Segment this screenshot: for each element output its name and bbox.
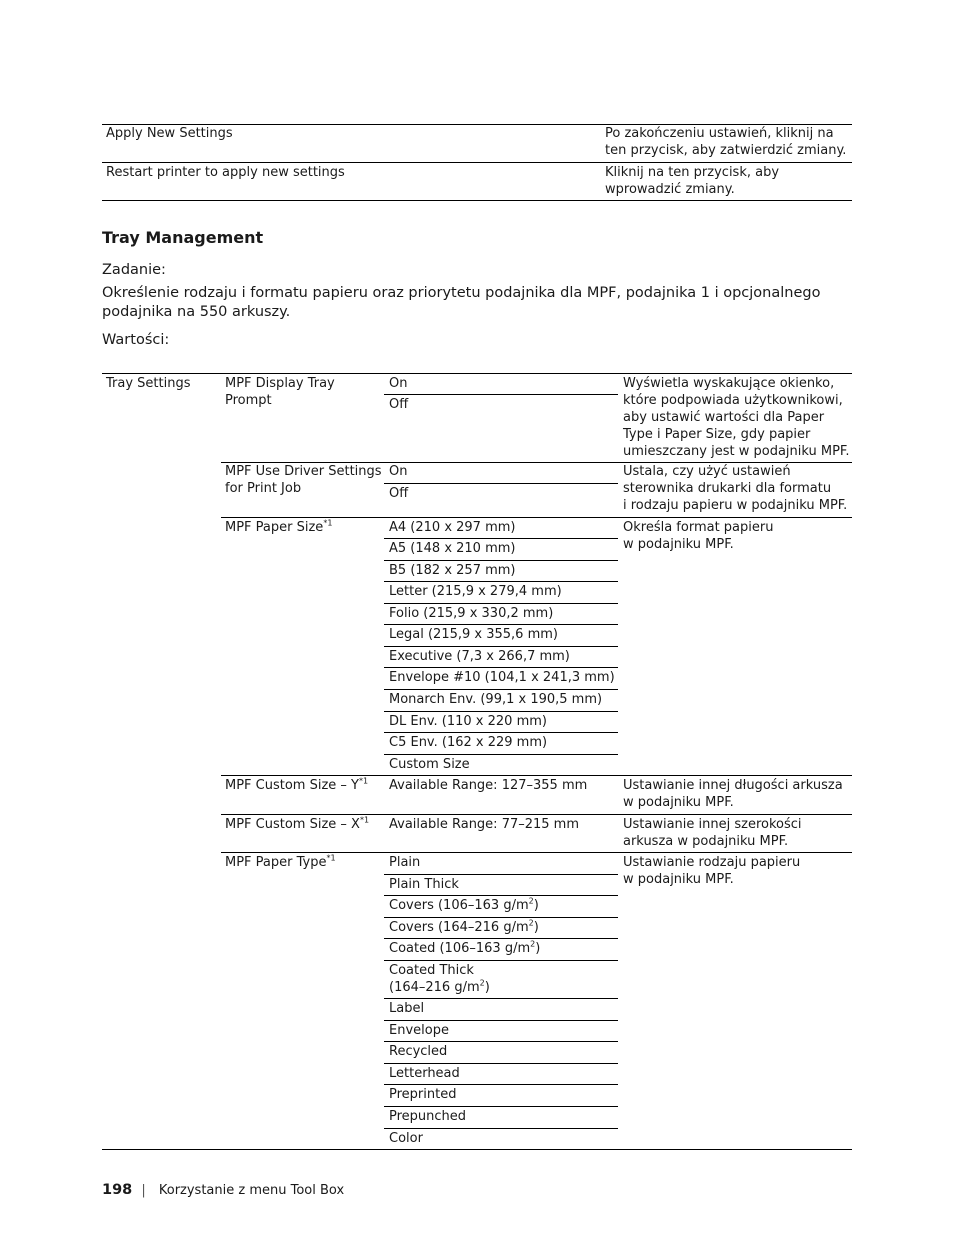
setting-name: MPF Paper Type$^{*1}$	[225, 853, 336, 870]
value-rule	[384, 711, 618, 712]
setting-value: Folio (215,9 x 330,2 mm)	[389, 606, 554, 621]
category-label: Tray Settings	[106, 376, 191, 391]
setting-description: Ustawianie innej długości arkusza w podajniku MPF.	[623, 778, 843, 810]
setting-description: Ustala, czy użyć ustawień sterownika drukarki dla formatu i rodzaju papieru w podajniku MPF.	[623, 464, 848, 513]
setting-value: A5 (148 x 210 mm)	[389, 541, 516, 556]
value-rule	[384, 895, 618, 896]
setting-value: Available Range: 77–215 mm	[389, 817, 580, 832]
page-number: 198	[102, 1182, 133, 1198]
setting-name: Restart printer to apply new settings	[106, 165, 345, 180]
setting-value: Coated (106–163 $g/m^2$)	[389, 939, 541, 956]
value-rule	[384, 998, 618, 999]
setting-value: Prepunched	[389, 1109, 467, 1124]
setting-value: A4 (210 x 297 mm)	[389, 520, 516, 535]
group-rule	[221, 814, 852, 815]
setting-value: Label	[389, 1001, 425, 1016]
value-rule	[384, 1128, 618, 1129]
setting-description: Ustawianie innej szerokości arkusza w podajniku MPF.	[623, 817, 802, 849]
setting-value: Envelope	[389, 1023, 449, 1038]
setting-value: On	[389, 464, 408, 479]
setting-value: DL Env. (110 x 220 mm)	[389, 714, 547, 729]
value-rule	[384, 874, 618, 875]
setting-name: MPF Custom Size – $Y^{*1}$	[225, 776, 369, 793]
value-rule	[384, 538, 618, 539]
setting-value: B5 (182 x 257 mm)	[389, 563, 516, 578]
setting-name: MPF Custom Size – $X^{*1}$	[225, 815, 370, 832]
setting-value: Envelope #10 (104,1 x 241,3 mm)	[389, 670, 615, 685]
setting-value: Plain	[389, 855, 421, 870]
setting-description: Kliknij na ten przycisk, aby wprowadzić zmiany.	[605, 165, 780, 197]
setting-value: Covers (106–163 $g/m^2$)	[389, 896, 539, 913]
setting-value: Custom Size	[389, 757, 470, 772]
footer-text: Korzystanie z menu Tool Box	[158, 1183, 345, 1198]
value-rule	[384, 732, 618, 733]
setting-description: Po zakończeniu ustawień, kliknij na ten przycisk, aby zatwierdzić zmiany.	[605, 126, 847, 158]
value-rule	[384, 1020, 618, 1021]
setting-value: Available Range: 127–355 mm	[389, 778, 588, 793]
value-rule	[384, 624, 618, 625]
value-rule	[384, 603, 618, 604]
setting-value: Executive (7,3 x 266,7 mm)	[389, 649, 570, 664]
setting-value: C5 Env. (162 x 229 mm)	[389, 735, 548, 750]
setting-value: Covers (164–216 $g/m^2$)	[389, 918, 539, 935]
footnote-marker: *1	[323, 518, 333, 528]
table-rule	[102, 200, 852, 201]
section-heading: Tray Management	[102, 228, 264, 247]
setting-description: Określa format papieru w podajniku MPF.	[623, 520, 774, 552]
value-rule	[384, 938, 618, 939]
setting-value: Letter (215,9 x 279,4 mm)	[389, 584, 562, 599]
setting-name: MPF Display Tray Prompt	[225, 376, 335, 408]
page-footer	[102, 1179, 344, 1198]
setting-value: Off	[389, 486, 409, 501]
group-rule	[221, 775, 852, 776]
setting-name: Apply New Settings	[106, 126, 233, 141]
setting-value: Color	[389, 1131, 423, 1146]
setting-description: Wyświetla wyskakujące okienko, które podpowiada użytkownikowi, aby ustawić wartości dla Paper Type i Paper Size, gdy papier umieszczany jest w podajniku MPF.	[623, 376, 850, 459]
setting-value: Off	[389, 397, 409, 412]
value-rule	[384, 646, 618, 647]
group-rule	[221, 852, 852, 853]
task-label: Zadanie:	[102, 262, 166, 278]
setting-name: MPF Paper Size$^{*1}$	[225, 518, 333, 535]
footnote-marker: *1	[359, 815, 370, 825]
value-rule	[384, 754, 618, 755]
value-rule	[384, 581, 618, 582]
value-rule	[384, 1063, 618, 1064]
setting-value: Monarch Env. (99,1 x 190,5 mm)	[389, 692, 603, 707]
setting-value: On	[389, 376, 408, 391]
value-rule	[384, 394, 618, 395]
setting-value: Coated Thick (164–216 $g/m^2$)	[389, 963, 490, 995]
setting-value: Letterhead	[389, 1066, 460, 1081]
values-label: Wartości:	[102, 332, 170, 348]
value-rule	[384, 689, 618, 690]
table-rule	[102, 373, 852, 374]
value-rule	[384, 1106, 618, 1107]
setting-value: Plain Thick	[389, 877, 459, 892]
footnote-marker: *1	[359, 776, 369, 786]
value-rule	[384, 483, 618, 484]
value-rule	[384, 1084, 618, 1085]
value-rule	[384, 960, 618, 961]
table-rule	[102, 1149, 852, 1150]
setting-value: Recycled	[389, 1044, 448, 1059]
footer-separator: |	[141, 1183, 146, 1198]
setting-name: MPF Use Driver Settings for Print Job	[225, 464, 382, 496]
value-rule	[384, 917, 618, 918]
setting-value: Preprinted	[389, 1087, 457, 1102]
setting-description: Ustawianie rodzaju papieru w podajniku MPF.	[623, 855, 801, 887]
value-rule	[384, 667, 618, 668]
task-text: Określenie rodzaju i formatu papieru oraz priorytetu podajnika dla MPF, podajnika 1 i opcjonalnego podajnika na 550 arkuszy.	[102, 285, 821, 320]
setting-value: Legal (215,9 x 355,6 mm)	[389, 627, 558, 642]
footnote-marker: *1	[326, 853, 336, 863]
value-rule	[384, 1041, 618, 1042]
table-rule	[102, 162, 852, 163]
group-rule	[221, 517, 852, 518]
value-rule	[384, 560, 618, 561]
